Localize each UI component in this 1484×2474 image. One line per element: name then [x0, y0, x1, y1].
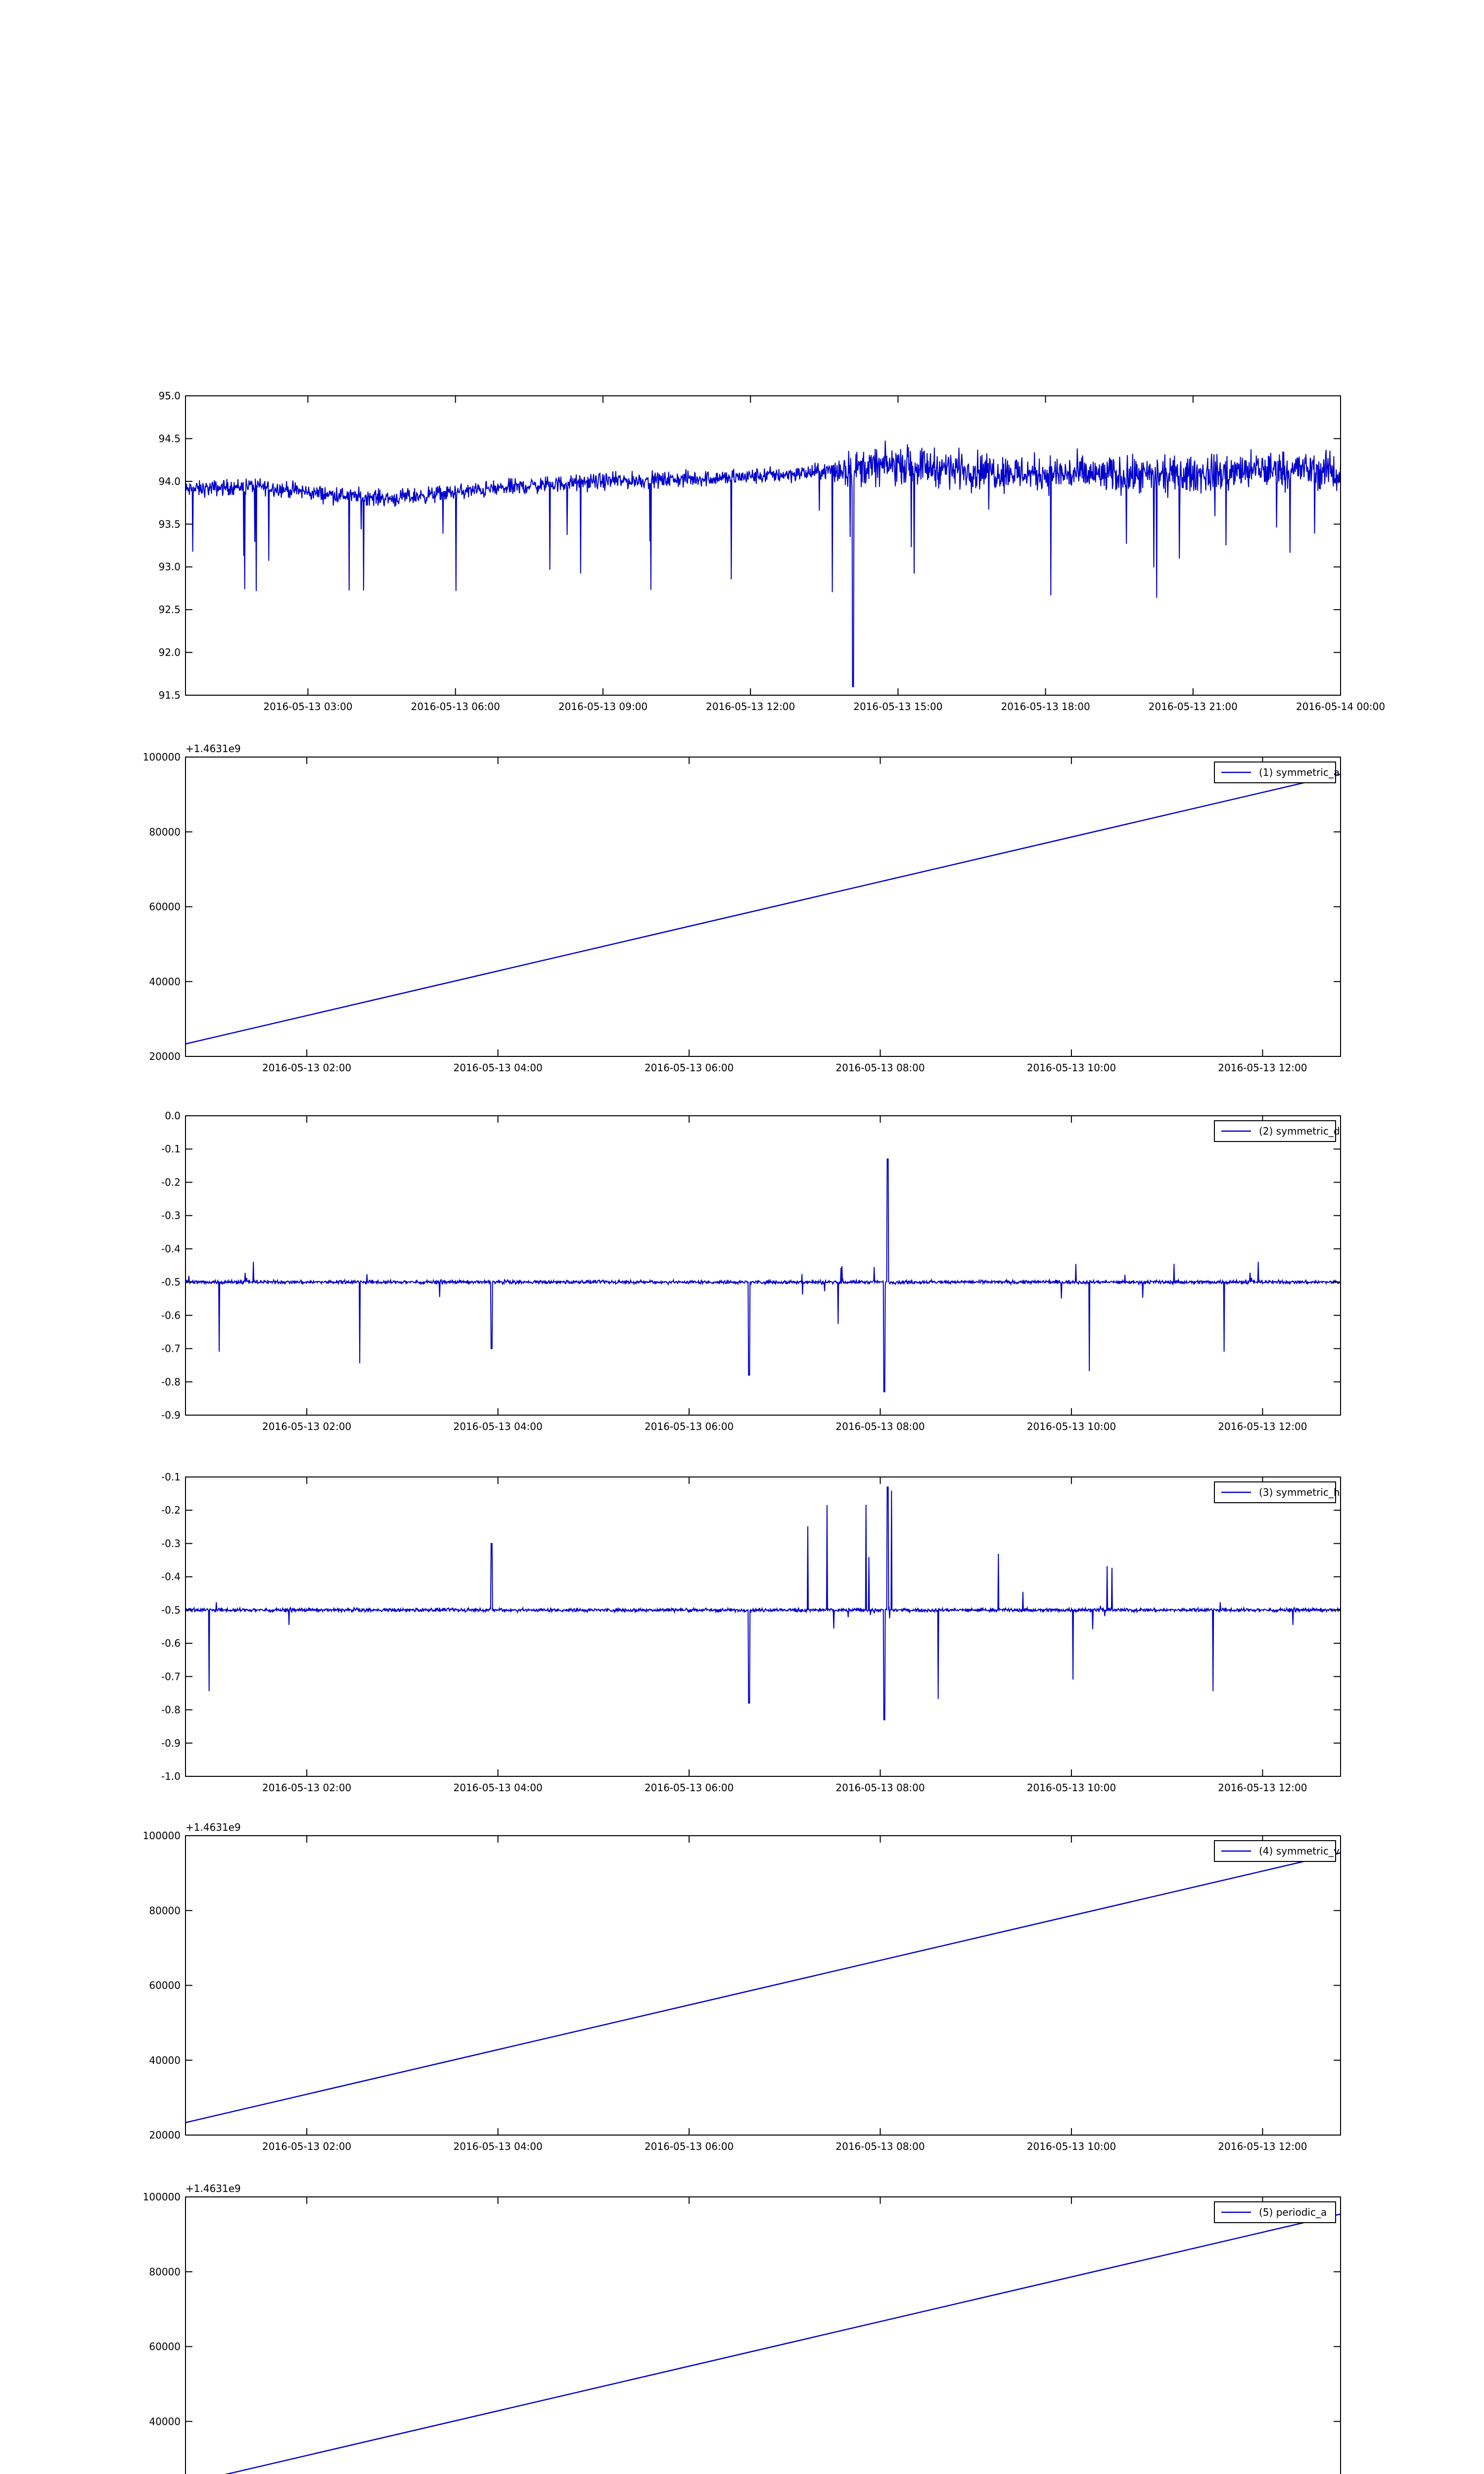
y-tick-label: -0.1 [161, 1143, 181, 1155]
series-line [186, 1159, 1341, 1392]
y-tick-label: 92.0 [158, 646, 181, 659]
series-line [186, 1853, 1341, 2123]
y-tick-label: 100000 [142, 1830, 181, 1842]
x-tick-label: 2016-05-13 02:00 [262, 1421, 352, 1432]
y-tick-label: -0.1 [161, 1471, 181, 1483]
x-tick-label: 2016-05-13 03:00 [263, 701, 353, 713]
y-tick-label: 20000 [149, 1050, 181, 1062]
x-tick-label: 2016-05-13 09:00 [558, 701, 648, 713]
x-tick-label: 2016-05-13 21:00 [1148, 701, 1238, 713]
y-tick-label: -0.8 [161, 1376, 181, 1388]
x-tick-label: 2016-05-13 02:00 [262, 1782, 352, 1794]
axis-offset-label: +1.4631e9 [186, 1821, 241, 1833]
y-tick-label: -1.0 [161, 1770, 181, 1782]
legend-entry: (1) symmetric_a [1259, 766, 1340, 778]
x-tick-label: 2016-05-13 08:00 [835, 2141, 925, 2152]
y-tick-label: 94.5 [158, 432, 181, 445]
legend-entry: (5) periodic_a [1259, 2206, 1327, 2218]
y-tick-label: -0.7 [161, 1342, 181, 1355]
legend [1214, 1121, 1340, 1142]
y-tick-label: 40000 [149, 2415, 181, 2427]
y-tick-label: 95.0 [158, 390, 181, 402]
x-tick-label: 2016-05-13 02:00 [262, 2141, 352, 2152]
y-tick-label: 93.5 [158, 518, 181, 530]
y-tick-label: 100000 [142, 751, 181, 763]
chart-panel-3 [161, 1110, 1341, 1432]
y-tick-label: -0.9 [161, 1409, 181, 1421]
y-tick-label: -0.3 [161, 1209, 181, 1222]
legend-entry: (2) symmetric_d [1259, 1125, 1340, 1137]
x-tick-label: 2016-05-13 04:00 [453, 1421, 543, 1432]
series-line [186, 440, 1341, 686]
chart-panel-2 [143, 743, 1341, 1074]
axes-frame [186, 1836, 1341, 2135]
y-tick-label: 0.0 [165, 1110, 181, 1122]
y-tick-label: 40000 [149, 2054, 181, 2066]
legend-entry: (4) symmetric_v [1259, 1845, 1340, 1857]
x-tick-label: 2016-05-13 06:00 [644, 1062, 734, 1074]
y-tick-label: 60000 [149, 901, 181, 913]
series-line [186, 1487, 1341, 1720]
chart-panel-1 [158, 390, 1385, 713]
y-tick-label: -0.8 [161, 1704, 181, 1716]
series-line [186, 2214, 1341, 2474]
x-tick-label: 2016-05-13 12:00 [1218, 2141, 1307, 2152]
x-tick-label: 2016-05-13 06:00 [411, 701, 500, 713]
x-tick-label: 2016-05-14 00:00 [1296, 701, 1386, 713]
x-tick-label: 2016-05-13 08:00 [835, 1421, 925, 1432]
y-tick-label: -0.6 [161, 1309, 181, 1322]
axes-frame [186, 2197, 1341, 2474]
legend [1214, 1482, 1340, 1503]
x-tick-label: 2016-05-13 10:00 [1026, 1782, 1116, 1794]
x-tick-label: 2016-05-13 10:00 [1026, 1062, 1116, 1074]
x-tick-label: 2016-05-13 12:00 [706, 701, 795, 713]
y-tick-label: -0.5 [161, 1276, 181, 1288]
y-tick-label: 94.0 [158, 475, 181, 487]
x-tick-label: 2016-05-13 18:00 [1001, 701, 1090, 713]
y-tick-label: 91.5 [158, 689, 181, 701]
legend [1214, 762, 1340, 783]
legend-entry: (3) symmetric_h [1259, 1486, 1340, 1498]
x-tick-label: 2016-05-13 10:00 [1026, 2141, 1116, 2152]
x-tick-label: 2016-05-13 12:00 [1218, 1421, 1307, 1432]
x-tick-label: 2016-05-13 12:00 [1218, 1782, 1307, 1794]
x-tick-label: 2016-05-13 10:00 [1026, 1421, 1116, 1432]
chart-panel-4 [161, 1471, 1341, 1794]
x-tick-label: 2016-05-13 12:00 [1218, 1062, 1307, 1074]
x-tick-label: 2016-05-13 04:00 [453, 1782, 543, 1794]
legend [1214, 2202, 1336, 2223]
axes-frame [186, 757, 1341, 1056]
y-tick-label: -0.4 [161, 1570, 181, 1583]
y-tick-label: -0.9 [161, 1737, 181, 1749]
x-tick-label: 2016-05-13 04:00 [453, 1062, 543, 1074]
x-tick-label: 2016-05-13 15:00 [853, 701, 943, 713]
x-tick-label: 2016-05-13 08:00 [835, 1062, 925, 1074]
x-tick-label: 2016-05-13 06:00 [644, 2141, 734, 2152]
axes-frame [186, 1477, 1341, 1776]
y-tick-label: 92.5 [158, 604, 181, 616]
axes-frame [186, 1116, 1341, 1415]
axes-frame [186, 396, 1341, 695]
chart-panel-5 [143, 1821, 1341, 2152]
y-tick-label: 93.0 [158, 561, 181, 573]
series-line [186, 774, 1341, 1044]
y-tick-label: -0.2 [161, 1176, 181, 1189]
chart-panel-6 [143, 2183, 1341, 2474]
x-tick-label: 2016-05-13 06:00 [644, 1782, 734, 1794]
y-tick-label: 80000 [149, 2266, 181, 2278]
y-tick-label: -0.6 [161, 1637, 181, 1650]
y-tick-label: 20000 [149, 2129, 181, 2141]
x-tick-label: 2016-05-13 04:00 [453, 2141, 543, 2152]
y-tick-label: -0.5 [161, 1604, 181, 1616]
y-tick-label: 60000 [149, 1979, 181, 1992]
x-tick-label: 2016-05-13 06:00 [644, 1421, 734, 1432]
y-tick-label: 60000 [149, 2340, 181, 2353]
y-tick-label: -0.2 [161, 1504, 181, 1517]
axis-offset-label: +1.4631e9 [186, 743, 241, 755]
y-tick-label: -0.7 [161, 1670, 181, 1683]
legend [1214, 1841, 1340, 1861]
y-tick-label: -0.3 [161, 1537, 181, 1550]
y-tick-label: 80000 [149, 826, 181, 838]
x-tick-label: 2016-05-13 02:00 [262, 1062, 352, 1074]
y-tick-label: -0.4 [161, 1242, 181, 1255]
y-tick-label: 40000 [149, 975, 181, 988]
y-tick-label: 100000 [142, 2191, 181, 2203]
axis-offset-label: +1.4631e9 [186, 2183, 241, 2194]
y-tick-label: 80000 [149, 1904, 181, 1917]
x-tick-label: 2016-05-13 08:00 [835, 1782, 925, 1794]
